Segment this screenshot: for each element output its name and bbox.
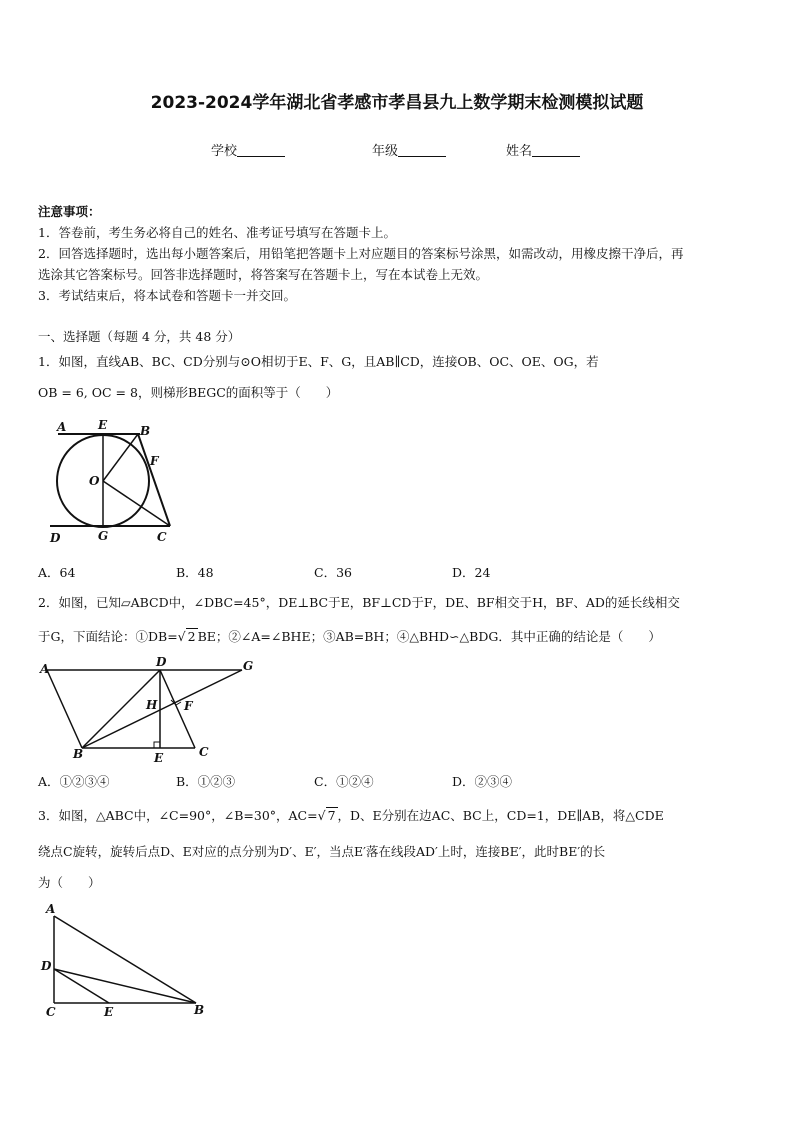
q1-stem-line2: OB = 6, OC = 8，则梯形BEGC的面积等于（ ）: [38, 385, 339, 400]
q2-option-c: C．①②④: [314, 774, 374, 789]
grade-blank: [398, 144, 446, 157]
q1-label: O: [89, 474, 100, 488]
q2-stem-line1: 2．如图，已知▱ABCD中，∠DBC=45°，DE⊥BC于E，BF⊥CD于F，DE、BF相交于H，BF、AD的延长线相交: [38, 595, 680, 610]
q2-label: B: [73, 747, 84, 761]
q3-stem-line1: 3．如图，△ABC中，∠C=90°，∠B=30°，AC=√ 7 ，D、E分别在边AC、BC上，CD=1，DE∥AB，将△CDE: [38, 808, 664, 823]
q3-figure: [38, 900, 218, 1020]
q2-option-d: D．②③④: [452, 774, 513, 789]
note-item: 2．回答选择题时，选出每小题答案后，用铅笔把答题卡上对应题目的答案标号涂黑，如需改动，用橡皮擦干净后，再: [38, 246, 684, 261]
q1-label: E: [98, 418, 108, 432]
q3-label: E: [104, 1005, 114, 1019]
school-field: [211, 140, 285, 159]
grade-label: 年级: [372, 144, 399, 159]
q2-stem-line2: 于G，下面结论：①DB=√ 2 BE；②∠A=∠BHE；③AB=BH；④△BHD∽△BDG．其中正确的结论是（ ）: [38, 629, 661, 644]
q3-label: B: [194, 1003, 205, 1017]
q1-label: D: [50, 531, 61, 545]
q3-text-part: 3．如图，△ABC中，∠C=90°，∠B=30°，AC=: [38, 808, 318, 823]
q3-stem-line2: 绕点C旋转，旋转后点D、E对应的点分别为D′、E′，当点E′落在线段AD′上时，连接BE′，此时BE′的长: [38, 844, 606, 859]
q2-option-a: A．①②③④: [38, 774, 110, 789]
q2-text-part: 于G，下面结论：①DB=: [38, 629, 178, 644]
notes-heading: 注意事项：: [38, 204, 101, 219]
q1-option-b: B．48: [176, 565, 214, 580]
note-item: 1．答卷前，考生务必将自己的姓名、准考证号填写在答题卡上。: [38, 225, 396, 240]
q2-label: F: [184, 699, 193, 713]
section-heading: 一、选择题（每题 4 分，共 48 分）: [38, 329, 241, 344]
note-item: 选涂其它答案标号。回答非选择题时，将答案写在答题卡上，写在本试卷上无效。: [38, 267, 489, 282]
q2-figure: [32, 652, 267, 767]
q3-label: D: [41, 959, 52, 973]
q2-label: A: [40, 662, 50, 676]
q2-label: C: [199, 745, 209, 759]
q1-label: A: [57, 420, 67, 434]
name-label: 姓名: [506, 144, 533, 159]
q1-stem-line1: 1．如图，直线AB、BC、CD分别与⊙O相切于E、F、G，且AB∥CD，连接OB、OC、OE、OG，若: [38, 354, 599, 369]
note-item: 3．考试结束后，将本试卷和答题卡一并交回。: [38, 288, 296, 303]
q1-option-d: D．24: [452, 565, 491, 580]
q2-label: G: [243, 659, 254, 673]
q2-label: D: [156, 655, 167, 669]
q3-label: C: [46, 1005, 56, 1019]
q3-text-part: ，D、E分别在边AC、BC上，CD=1，DE∥AB，将△CDE: [337, 808, 664, 823]
school-label: 学校: [211, 144, 238, 159]
q1-option-a: A．64: [38, 565, 76, 580]
q3-label: A: [46, 902, 56, 916]
q1-label: F: [150, 454, 159, 468]
q1-label: B: [140, 424, 151, 438]
q3-stem-line3: 为（ ）: [38, 875, 101, 890]
page-title: 2023-2024学年湖北省孝感市孝昌县九上数学期末检测模拟试题: [150, 93, 644, 113]
q3-sqrt-radicand: 7: [327, 808, 336, 823]
q2-label: E: [154, 751, 164, 765]
name-field: [506, 140, 580, 159]
q1-label: G: [98, 529, 109, 543]
q2-option-b: B．①②③: [176, 774, 236, 789]
q1-figure: [40, 414, 190, 549]
q2-text-part: BE；②∠A=∠BHE；③AB=BH；④△BHD∽△BDG．其中正确的结论是（ ）: [197, 629, 661, 644]
school-blank: [237, 144, 285, 157]
name-blank: [532, 144, 580, 157]
q1-option-c: C．36: [314, 565, 352, 580]
q2-sqrt-radicand: 2: [187, 629, 196, 644]
q2-label: H: [146, 698, 158, 712]
q1-label: C: [157, 530, 167, 544]
grade-field: [372, 140, 446, 159]
